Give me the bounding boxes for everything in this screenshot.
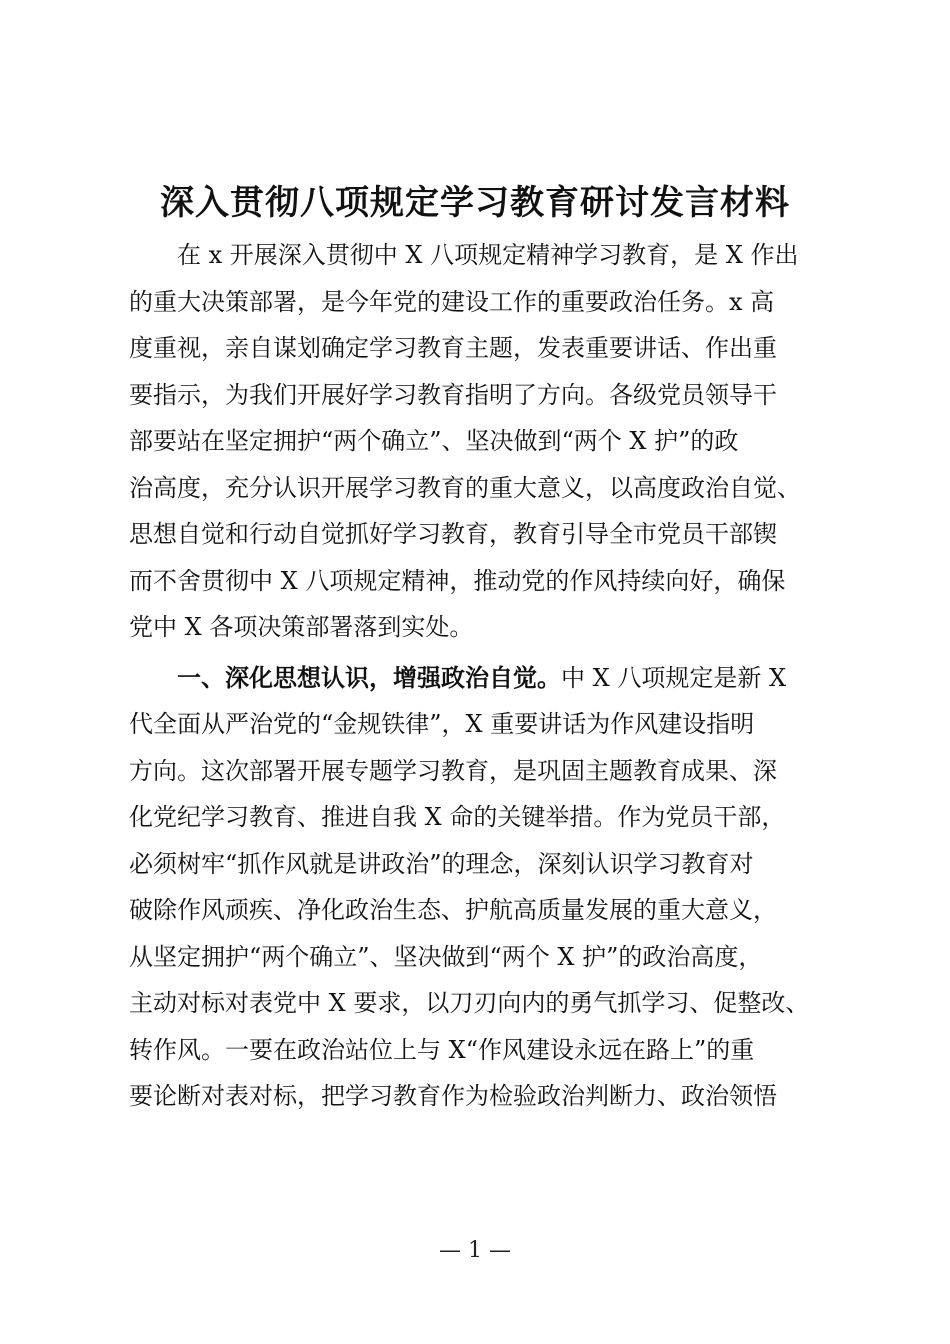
document-title: 深入贯彻八项规定学习教育研讨发言材料 bbox=[160, 183, 790, 223]
text-line: 的重大决策部署，是今年党的建设工作的重要政治任务。x 高 bbox=[129, 287, 775, 316]
text-line: 必须树牢“抓作风就是讲政治”的理念，深刻认识学习教育对 bbox=[129, 849, 754, 878]
text-line: 转作风。一要在政治站位上与 X“作风建设永远在路上”的重 bbox=[129, 1035, 755, 1064]
text-line: 思想自觉和行动自觉抓好学习教育，教育引导全市党员干部锲 bbox=[129, 520, 777, 548]
text-line: 治高度，充分认识开展学习教育的重大意义，以高度政治自觉、 bbox=[129, 473, 801, 502]
text-line: 党中 X 各项决策部署落到实处。 bbox=[129, 613, 474, 641]
paragraph-1 bbox=[129, 232, 841, 651]
text-line: 要论断对表对标，把学习教育作为检验政治判断力、政治领悟 bbox=[129, 1082, 777, 1110]
text-line: 度重视，亲自谋划确定学习教育主题，发表重要讲话、作出重 bbox=[129, 334, 777, 362]
section-heading-continuation: 中 X 八项规定是新 X bbox=[561, 663, 787, 692]
text-line: 化党纪学习教育、推进自我 X 命的关键举措。作为党员干部， bbox=[129, 803, 786, 831]
text-line bbox=[129, 655, 841, 702]
document-body bbox=[129, 232, 841, 1120]
text-line: 部要站在坚定拥护“两个确立”、坚决做到“两个 X 护”的政 bbox=[129, 427, 739, 455]
text-line: 而不舍贯彻中 X 八项规定精神，推动党的作风持续向好，确保 bbox=[129, 566, 786, 595]
paragraph-2 bbox=[129, 655, 841, 1120]
text-line: 在 x 开展深入贯彻中 X 八项规定精神学习教育，是 X 作出 bbox=[177, 241, 799, 269]
text-line: 方向。这次部署开展专题学习教育，是巩固主题教育成果、深 bbox=[129, 756, 777, 785]
text-line: 从坚定拥护“两个确立”、坚决做到“两个 X 护”的政治高度， bbox=[129, 942, 763, 971]
text-line: 主动对标对表党中 X 要求，以刀刃向内的勇气抓学习、促整改、 bbox=[129, 989, 810, 1017]
page-number: — 1 — bbox=[439, 1238, 511, 1263]
section-heading: 一、深化思想认识，增强政治自觉。 bbox=[177, 663, 561, 692]
text-line: 破除作风顽疾、净化政治生态、护航高质量发展的重大意义， bbox=[129, 896, 777, 924]
text-line: 代全面从严治党的“金规铁律”，X 重要讲话为作风建设指明 bbox=[129, 710, 755, 738]
text-line: 要指示，为我们开展好学习教育指明了方向。各级党员领导干 bbox=[129, 380, 777, 409]
